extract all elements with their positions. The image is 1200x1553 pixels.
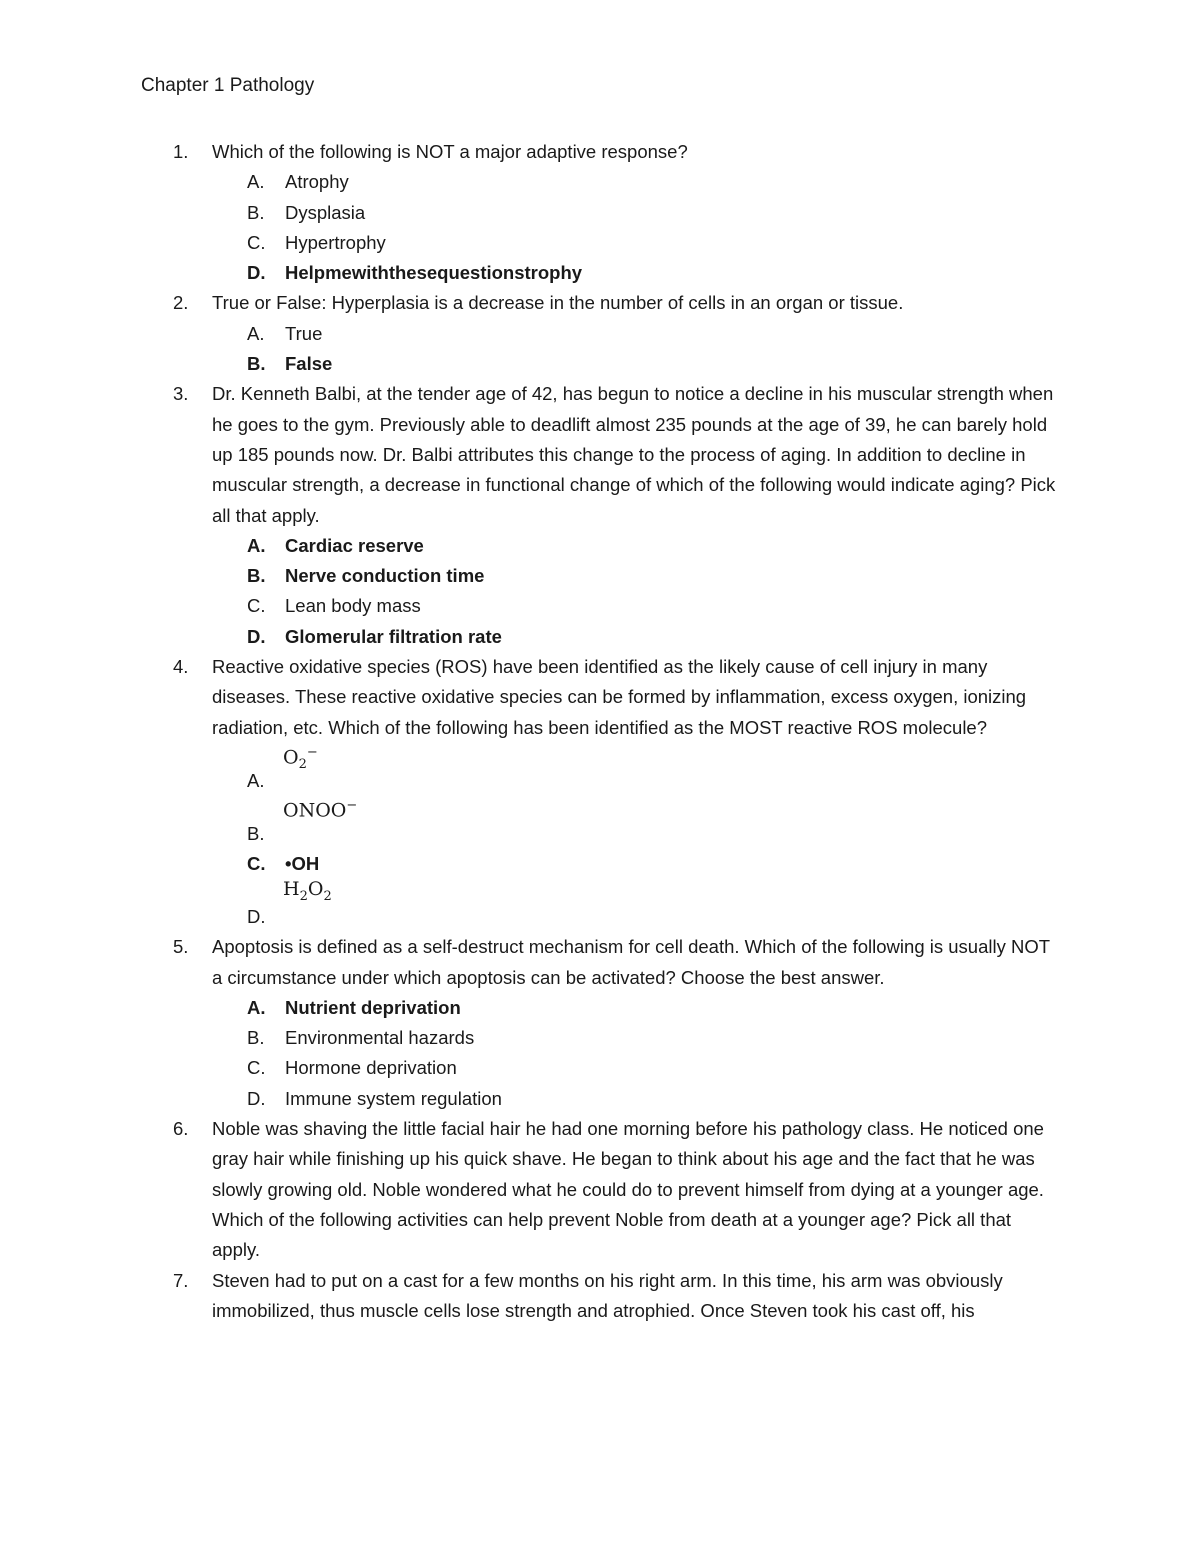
formula-superscript: − — [306, 744, 318, 760]
option-letter: B. — [247, 201, 265, 223]
option-text: True — [285, 322, 323, 344]
option-b — [212, 198, 1061, 228]
option-a — [212, 743, 1061, 796]
option-letter: C. — [247, 1057, 266, 1079]
option-letter: C. — [247, 231, 266, 253]
option-letter: D. — [247, 262, 266, 284]
question-7 — [141, 1266, 1061, 1327]
option-list — [212, 319, 1061, 380]
option-letter: B. — [247, 565, 266, 587]
question-list — [141, 137, 1061, 1326]
formula-base: H — [283, 878, 300, 901]
option-text: Cardiac reserve — [285, 534, 424, 556]
option-letter: A. — [247, 322, 265, 344]
question-number: 6. — [173, 1118, 189, 1140]
formula-base: ONOO — [283, 799, 347, 822]
option-b — [212, 349, 1061, 379]
question-text: Apoptosis is defined as a self-destruct mechanism for cell death. Which of the following is usually NOT a circumstance under which apoptosis can be activated? Choose the best answer. — [212, 936, 1050, 988]
question-number: 2. — [173, 292, 189, 314]
question-number: 1. — [173, 141, 189, 162]
peroxynitrite-formula — [283, 794, 357, 822]
question-number: 4. — [173, 656, 189, 678]
option-letter: A. — [247, 171, 265, 193]
question-1 — [141, 137, 1061, 288]
question-3 — [141, 379, 1061, 652]
option-text: Glomerular filtration rate — [285, 625, 502, 647]
question-number: 3. — [173, 383, 189, 405]
option-text: Helpmewiththesequestionstrophy — [285, 262, 583, 284]
option-c — [212, 591, 1061, 621]
option-text: False — [285, 353, 333, 375]
question-text: Which of the following is NOT a major adaptive response? — [212, 141, 688, 162]
option-letter: B. — [247, 822, 265, 844]
question-number: 7. — [173, 1269, 189, 1291]
option-text: Environmental hazards — [285, 1027, 475, 1049]
option-list — [212, 167, 1061, 288]
option-letter: D. — [247, 625, 266, 647]
question-text: Reactive oxidative species (ROS) have been identified as the likely cause of cell injury in many diseases. These reactive oxidative species can be formed by inflammation, excess oxygen, ionizing radiation, etc. Which of the following has been identified as the MOST reactive ROS molecule? — [212, 656, 1027, 738]
option-a — [212, 319, 1061, 349]
option-letter: C. — [247, 595, 266, 617]
formula-superscript: − — [346, 797, 358, 813]
option-text: Hormone deprivation — [285, 1057, 457, 1079]
option-d — [212, 1084, 1061, 1114]
option-letter: C. — [247, 852, 266, 874]
option-text: Nerve conduction time — [285, 565, 485, 587]
option-c — [212, 1053, 1061, 1083]
question-text: Noble was shaving the little facial hair he had one morning before his pathology class. He noticed one gray hair while finishing up his quick shave. He began to think about his age and the fact that he was slowly growing old. Noble wondered what he could do to prevent himself from dying at a younger age. Which of the following activities can help prevent Noble from death at a younger age? Pick all that apply. — [212, 1118, 1044, 1261]
option-list — [212, 743, 1061, 932]
option-text: Hypertrophy — [285, 231, 386, 253]
question-4 — [141, 652, 1061, 932]
superoxide-formula — [283, 741, 318, 777]
question-2 — [141, 288, 1061, 379]
option-a — [212, 531, 1061, 561]
option-letter: D. — [247, 906, 266, 928]
option-text: Immune system regulation — [285, 1087, 502, 1109]
question-number: 5. — [173, 936, 189, 958]
formula-base: O — [283, 746, 299, 769]
question-text: Steven had to put on a cast for a few months on his right arm. In this time, his arm was obviously immobilized, thus muscle cells lose strength and atrophied. Once Steven took his cast off, his — [212, 1269, 1003, 1321]
option-list — [212, 531, 1061, 652]
option-c — [212, 228, 1061, 258]
option-a — [212, 993, 1061, 1023]
hydrogen-peroxide-formula — [283, 877, 332, 909]
formula-subscript: 2 — [298, 757, 307, 773]
option-b — [212, 796, 1061, 849]
option-text: Atrophy — [285, 171, 349, 193]
formula-subscript: 2 — [299, 889, 308, 905]
option-letter: A. — [247, 769, 265, 791]
option-b — [212, 561, 1061, 591]
question-text: True or False: Hyperplasia is a decrease in the number of cells in an organ or tissue. — [212, 292, 904, 314]
option-b — [212, 1023, 1061, 1053]
option-d — [212, 879, 1061, 932]
option-text: Dysplasia — [285, 201, 366, 223]
option-d — [212, 258, 1061, 288]
option-letter: A. — [247, 996, 266, 1018]
option-letter: A. — [247, 534, 266, 556]
option-letter: B. — [247, 1027, 265, 1049]
question-6 — [141, 1114, 1061, 1265]
question-text: Dr. Kenneth Balbi, at the tender age of 42, has begun to notice a decline in his muscular strength when he goes to the gym. Previously able to deadlift almost 235 pounds at the age of 39, he can barely hold up 185 pounds now. Dr. Balbi attributes this change to the process of aging. In addition to decline in muscular strength, a decrease in functional change of which of the following would indicate aging? Pick all that apply. — [212, 383, 1056, 526]
formula-base: O — [307, 878, 324, 901]
option-text: Lean body mass — [285, 595, 421, 617]
option-a — [212, 167, 1061, 197]
option-letter: D. — [247, 1087, 266, 1109]
option-list — [212, 993, 1061, 1114]
option-text: •OH — [285, 852, 320, 874]
document-title: Chapter 1 Pathology — [141, 75, 315, 96]
option-d — [212, 622, 1061, 652]
option-letter: B. — [247, 353, 266, 375]
formula-subscript: 2 — [323, 889, 332, 905]
question-5 — [141, 932, 1061, 1114]
option-text: Nutrient deprivation — [285, 996, 461, 1018]
option-c — [212, 849, 1061, 879]
